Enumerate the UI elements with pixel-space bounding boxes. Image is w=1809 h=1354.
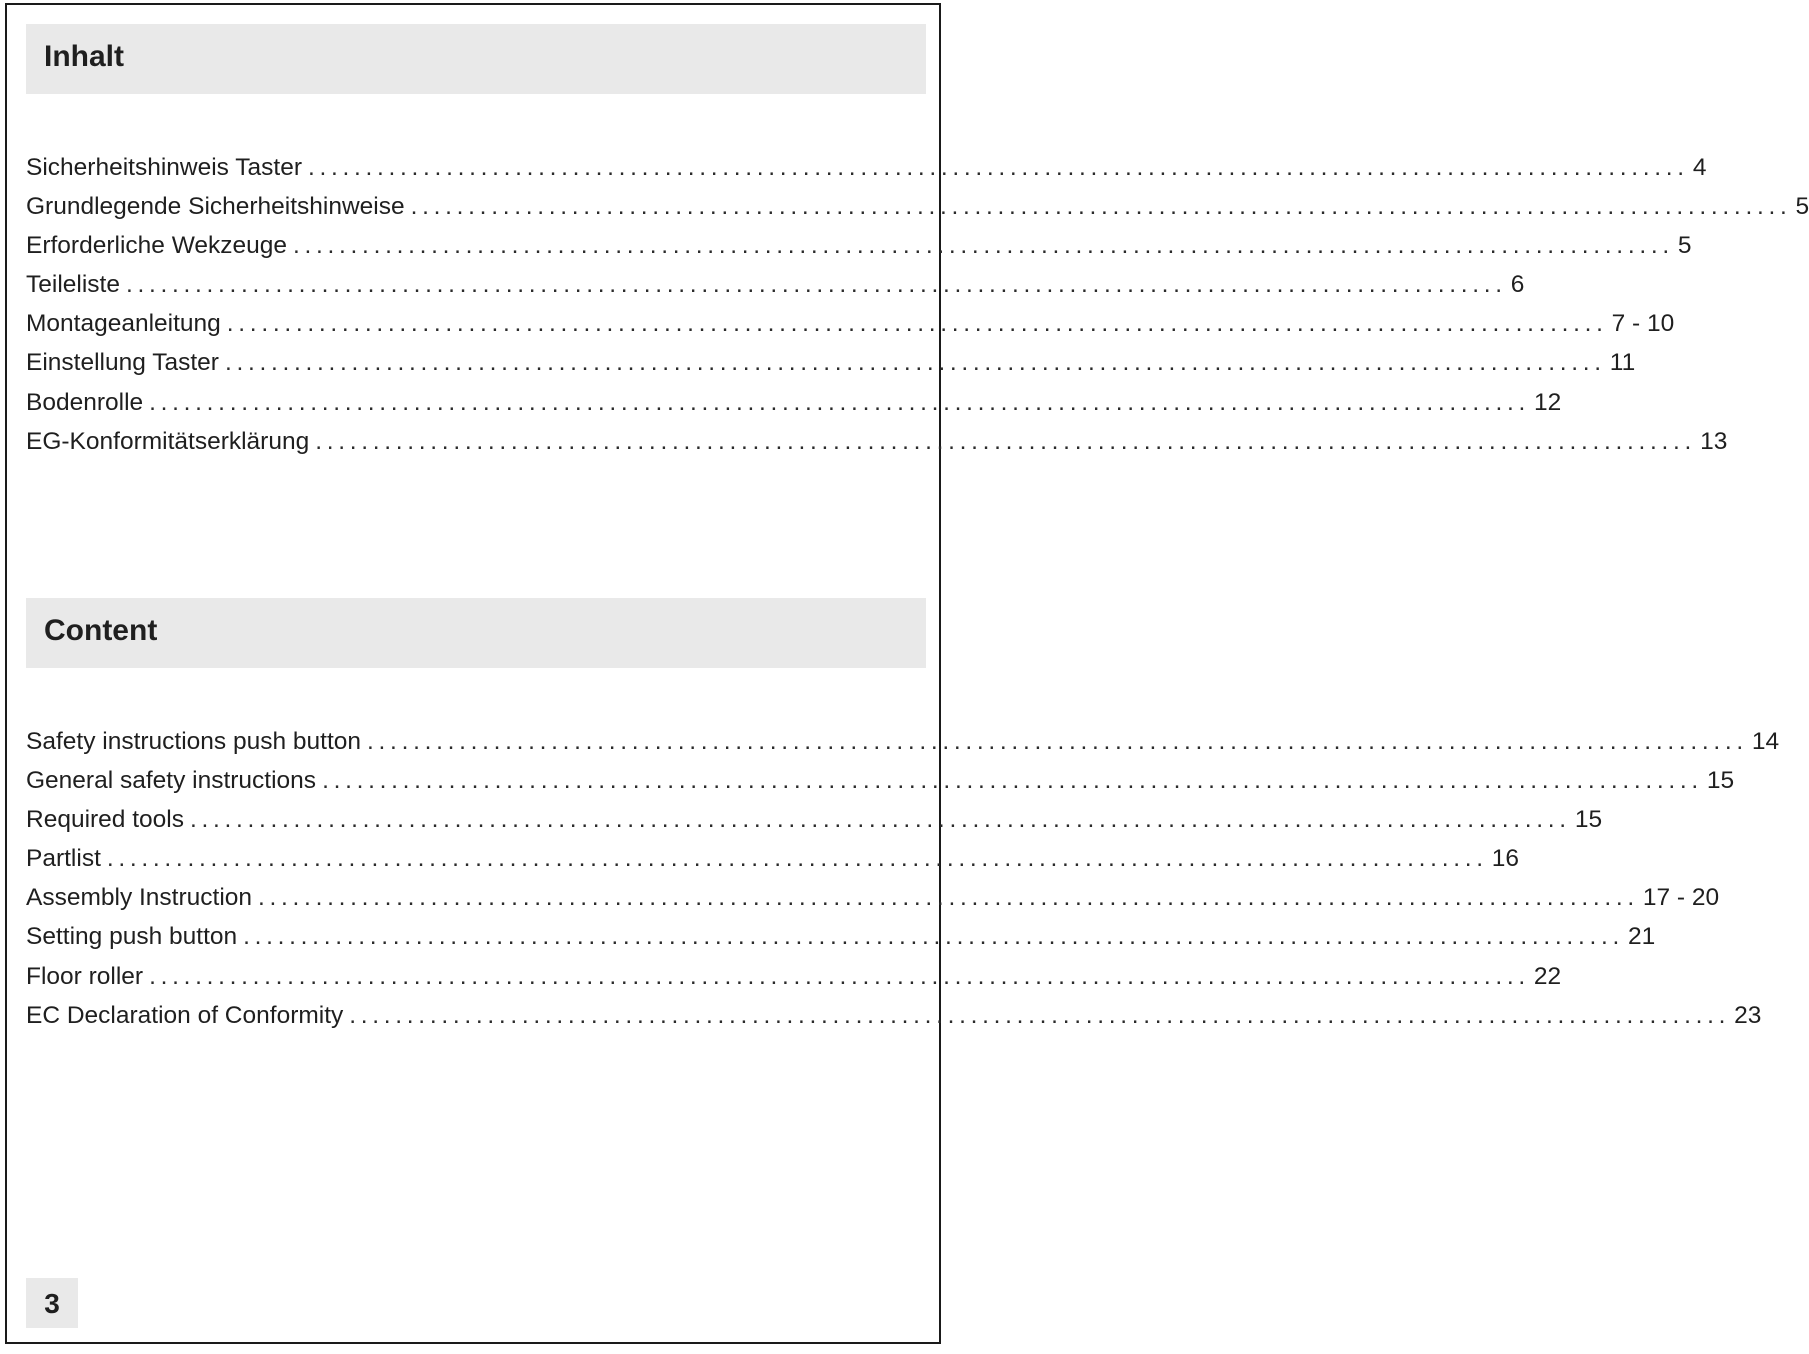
toc-entry-title: EC Declaration of Conformity (26, 1001, 344, 1029)
toc-dot-leader: ........................................................................................................................ (322, 767, 1703, 795)
toc-entry[interactable] (26, 304, 1675, 343)
toc-entry[interactable] (26, 800, 1603, 839)
toc-entry-title: Assembly Instruction (26, 884, 253, 912)
toc-entry-page: 15 (1706, 767, 1735, 795)
toc-entry-title: Teileliste (26, 271, 120, 299)
toc-entry[interactable] (26, 878, 1720, 917)
toc-dot-leader: ........................................................................................................................ (149, 388, 1530, 416)
toc-entry[interactable] (26, 148, 1707, 187)
toc-entry-page: 5 (1795, 193, 1809, 221)
toc-dot-leader: ........................................................................................................................ (315, 427, 1697, 455)
toc-entry[interactable] (26, 187, 1809, 226)
toc-dot-leader: ........................................................................................................................ (307, 154, 1689, 181)
toc-entry-page: 14 (1751, 728, 1780, 755)
toc-entry-page: 5 (1677, 232, 1692, 260)
toc-entry-page: 4 (1692, 154, 1707, 181)
toc-entry[interactable] (26, 917, 1656, 956)
content-toc (26, 722, 1780, 1035)
toc-dot-leader: ........................................................................................................................ (293, 232, 1674, 260)
toc-entry[interactable] (26, 265, 1525, 304)
toc-entry-title: Required tools (26, 806, 184, 834)
inhalt-toc (26, 148, 1809, 461)
toc-entry-page: 16 (1491, 845, 1519, 873)
page-number-badge (26, 1278, 78, 1328)
toc-entry-title: Floor roller (26, 962, 144, 990)
toc-entry-page: 7 - 10 (1611, 310, 1675, 338)
toc-dot-leader: ........................................................................................................................ (149, 962, 1530, 990)
toc-entry[interactable] (26, 839, 1519, 878)
toc-dot-leader: ........................................................................................................................ (125, 271, 1507, 299)
toc-dot-leader: ........................................................................................................................ (349, 1001, 1731, 1029)
toc-entry-title: Montageanleitung (26, 310, 221, 338)
inhalt-header (26, 24, 926, 94)
toc-entry-title: Safety instructions push button (26, 728, 362, 755)
toc-entry-title: Grundlegende Sicherheitshinweise (26, 193, 405, 221)
toc-entry[interactable] (26, 383, 1562, 422)
toc-entry-page: 13 (1700, 427, 1728, 455)
toc-dot-leader: ........................................................................................................................ (226, 310, 1608, 338)
toc-entry[interactable] (26, 226, 1692, 265)
toc-entry-title: EG-Konformitätserklärung (26, 427, 310, 455)
toc-dot-leader: ........................................................................................................................ (243, 923, 1624, 951)
toc-entry-page: 23 (1734, 1001, 1762, 1029)
toc-dot-leader: ........................................................................................................................ (410, 193, 1792, 221)
page-number: 3 (44, 1288, 60, 1319)
inhalt-heading: Inhalt (44, 40, 124, 73)
toc-dot-leader: ........................................................................................................................ (258, 884, 1639, 912)
toc-entry-page: 17 - 20 (1642, 884, 1720, 912)
toc-entry-page: 21 (1627, 923, 1656, 951)
toc-dot-leader: ........................................................................................................................ (106, 845, 1488, 873)
toc-entry[interactable] (26, 343, 1636, 382)
toc-entry-title: Bodenrolle (26, 388, 144, 416)
toc-entry-title: Partlist (26, 845, 101, 873)
toc-dot-leader: ........................................................................................................................ (189, 806, 1571, 834)
toc-entry-page: 12 (1533, 388, 1562, 416)
toc-entry-title: General safety instructions (26, 767, 317, 795)
toc-entry-page: 11 (1609, 349, 1636, 377)
toc-entry-title: Setting push button (26, 923, 238, 951)
toc-entry[interactable] (26, 722, 1780, 761)
content-heading: Content (44, 614, 158, 647)
toc-entry[interactable] (26, 957, 1562, 996)
toc-entry-page: 6 (1510, 271, 1525, 299)
toc-entry-page: 15 (1574, 806, 1603, 834)
toc-dot-leader: ........................................................................................................................ (224, 349, 1606, 377)
toc-entry[interactable] (26, 996, 1762, 1035)
toc-entry-title: Sicherheitshinweis Taster (26, 154, 302, 181)
toc-entry[interactable] (26, 422, 1728, 461)
toc-entry-title: Einstellung Taster (26, 349, 219, 377)
toc-entry-page: 22 (1533, 962, 1562, 990)
toc-dot-leader: ........................................................................................................................ (367, 728, 1748, 755)
content-header (26, 598, 926, 668)
toc-entry-title: Erforderliche Wekzeuge (26, 232, 288, 260)
toc-entry[interactable] (26, 761, 1735, 800)
